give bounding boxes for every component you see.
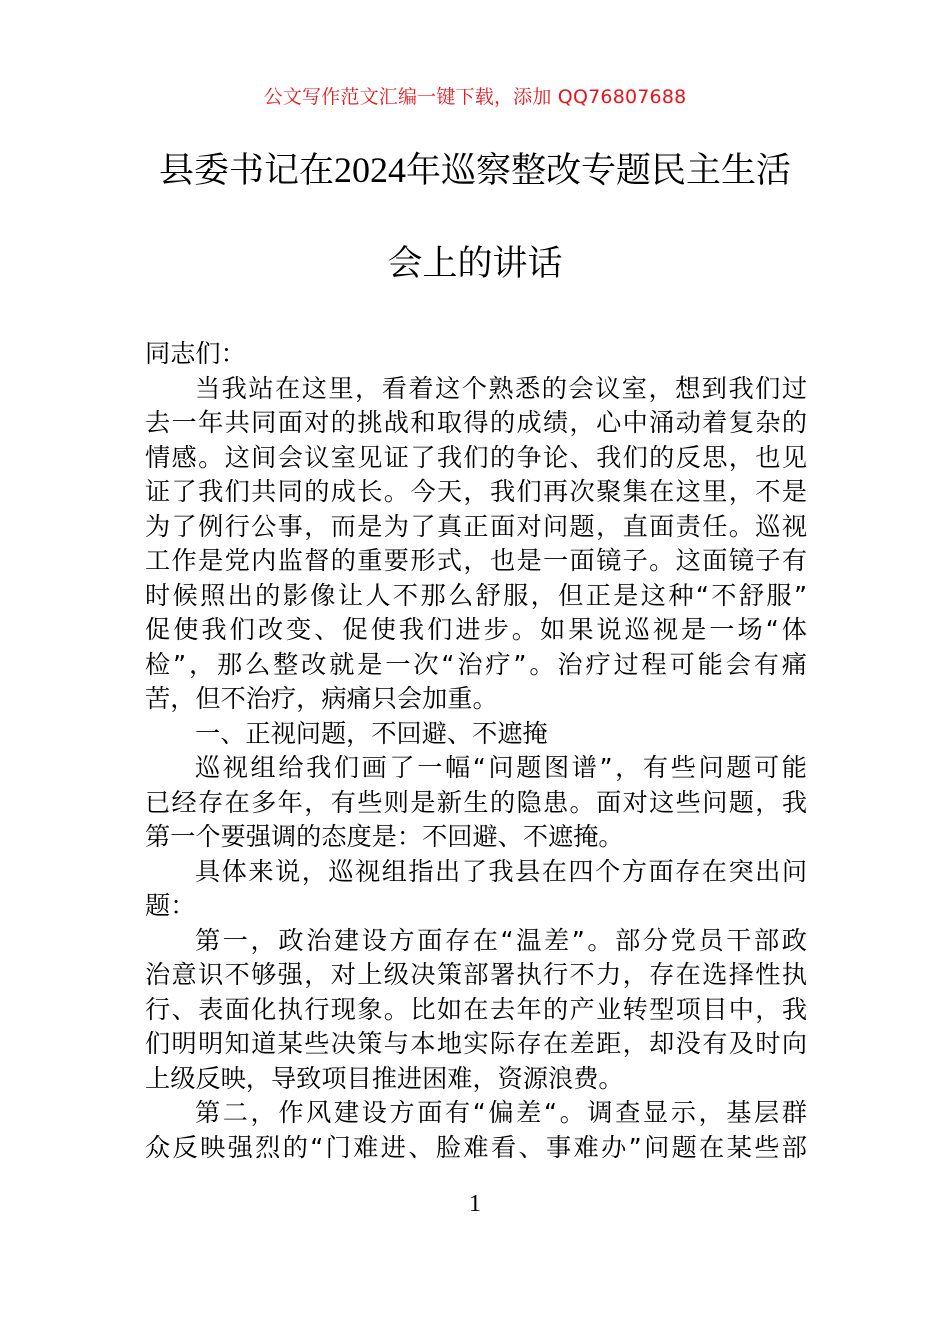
- body-line: 为了例行公事，而是为了真正面对问题，直面责任。巡视: [145, 511, 807, 541]
- body-line: 治意识不够强，对上级决策部署执行不力，存在选择性执: [145, 960, 807, 989]
- body-line: 时候照出的影像让人不那么舒服，但正是这种“不舒服”: [145, 580, 807, 610]
- body-line: 情感。这间会议室见证了我们的争论、我们的反思，也见: [145, 442, 807, 472]
- body-line: 众反映强烈的“门难进、脸难看、事难办”问题在某些部: [145, 1132, 807, 1162]
- body-line: 已经存在多年，有些则是新生的隐患。面对这些问题，我: [145, 787, 807, 817]
- body-line: 具体来说，巡视组指出了我县在四个方面存在突出问: [195, 856, 807, 886]
- title-line-2: 会上的讲话: [387, 244, 563, 284]
- download-banner: 公文写作范文汇编一键下载，添加 QQ76807688: [263, 86, 687, 108]
- document-title: [140, 146, 810, 288]
- body-line: 第一，政治建设方面存在“温差”。部分党员干部政: [195, 925, 807, 955]
- body-line: 同志们：: [145, 339, 246, 368]
- title-text: 县委书记在: [158, 151, 334, 191]
- title-text: 年巡察整改专题民主生活: [406, 151, 792, 191]
- body-line: 去一年共同面对的挑战和取得的成绩，心中涌动着复杂的: [145, 408, 807, 437]
- page-number: 1: [469, 1191, 481, 1217]
- body-line: 上级反映，导致项目推进困难，资源浪费。: [145, 1063, 624, 1093]
- title-year: 2024: [334, 150, 406, 190]
- body-line: 一、正视问题，不回避、不遮掩: [195, 718, 548, 748]
- body-line: 行、表面化执行现象。比如在去年的产业转型项目中，我: [145, 994, 807, 1024]
- body-line: 工作是党内监督的重要形式，也是一面镜子。这面镜子有: [145, 546, 807, 575]
- body-line: 当我站在这里，看着这个熟悉的会议室，想到我们过: [195, 373, 807, 403]
- body-line: 苦，但不治疗，病痛只会加重。: [145, 684, 498, 713]
- body-line: 检”，那么整改就是一次“治疗”。治疗过程可能会有痛: [145, 649, 807, 679]
- body-line: 证了我们共同的成长。今天，我们再次聚集在这里，不是: [145, 477, 807, 506]
- title-line-1: [140, 146, 810, 194]
- body-line: 第二，作风建设方面有“偏差“。调查显示，基层群: [195, 1098, 807, 1127]
- body-line: 题：: [145, 891, 196, 920]
- body-line: 促使我们改变、促使我们进步。如果说巡视是一场“体: [145, 615, 807, 644]
- body-line: 巡视组给我们画了一幅“问题图谱”，有些问题可能: [195, 753, 807, 782]
- body-line: 第一个要强调的态度是：不回避、不遮掩。: [145, 822, 624, 851]
- body-line: 们明明知道某些决策与本地实际存在差距，却没有及时向: [145, 1029, 807, 1058]
- document-body: [145, 337, 807, 1165]
